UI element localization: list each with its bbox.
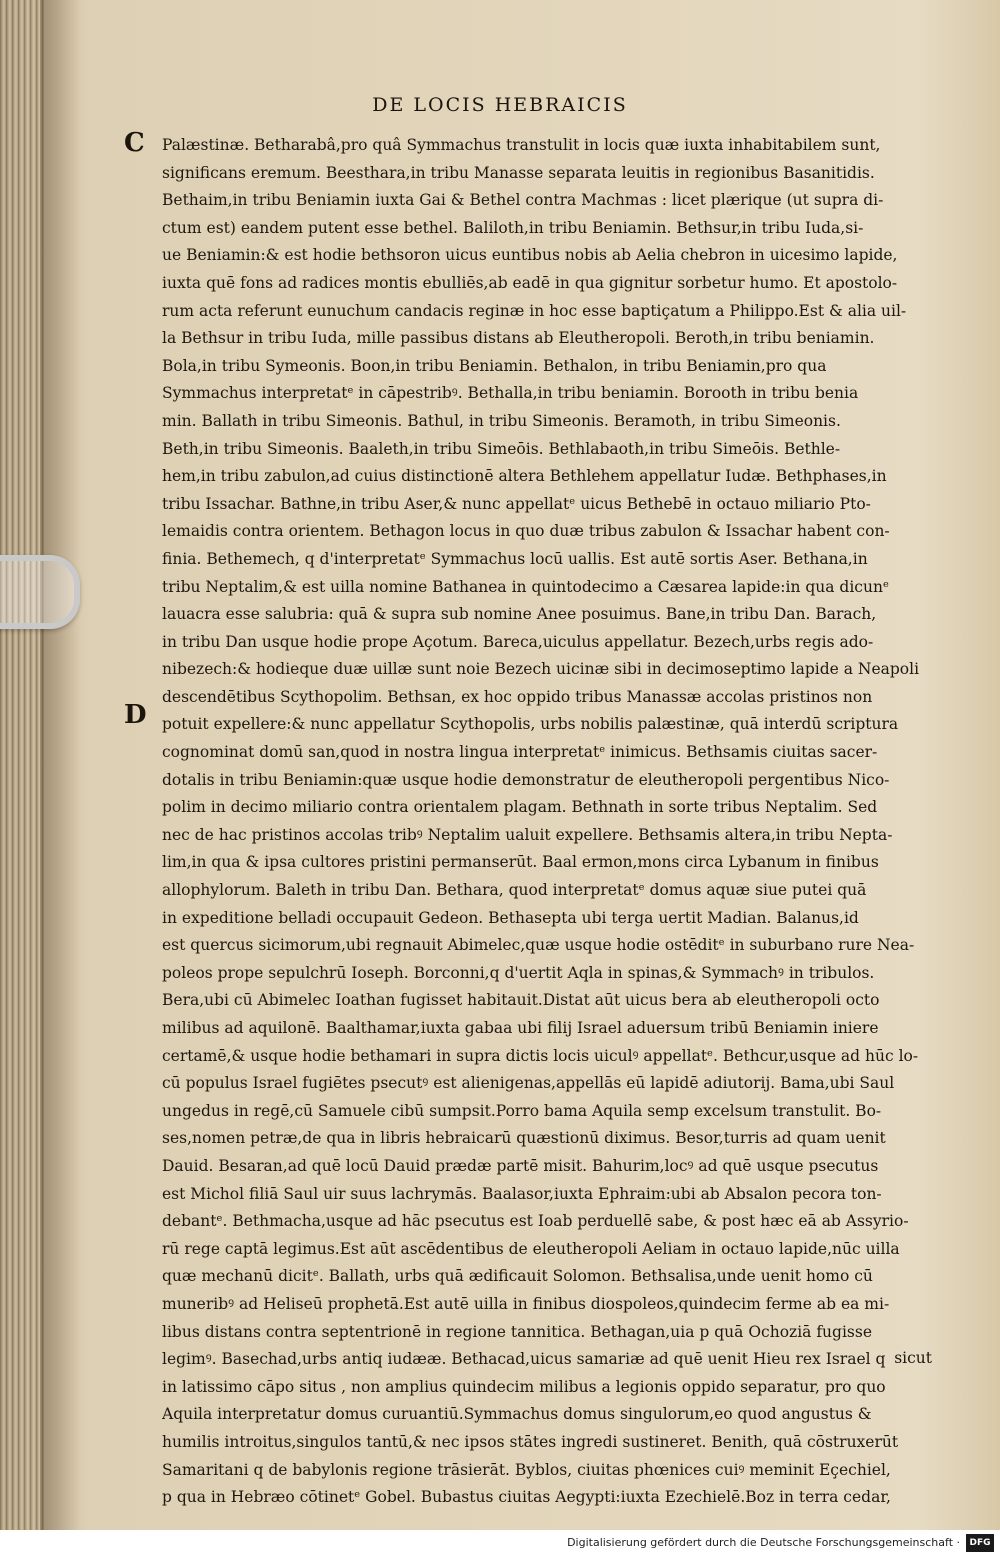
catchword: sicut [894,1349,932,1367]
text-line: Bola,in tribu Symeonis. Boon,in tribu Beniamin. Bethalon, in tribu Beniamin,pro qua [162,356,827,375]
text-line: Bethaim,in tribu Beniamin iuxta Gai & Bethel contra Machmas : licet plærique (ut supra di- [162,191,884,210]
text-line: in expeditione belladi occupauit Gedeon. Bethasepta ubi terga uertit Madian. Balanus,id [162,908,859,927]
funding-note: Digitalisierung gefördert durch die Deutsche Forschungsgemeinschaft · [567,1536,960,1549]
text-line: nec de hac pristinos accolas tribꝰ Neptalim ualuit expellere. Bethsamis altera,in tribu Nepta- [162,825,893,844]
text-line: Bera,ubi cū Abimelec Ioathan fugisset habitauit.Distat aūt uicus bera ab eleutheropoli octo [162,991,880,1010]
text-line: tribu Issachar. Bathne,in tribu Aser,& nunc appellatᵉ uicus Bethebē in octauo miliario Pto- [162,494,871,513]
text-line: dotalis in tribu Beniamin:quæ usque hodie demonstratur de eleutheropoli pergentibus Nico- [162,770,890,789]
text-line: est Michol filiā Saul uir suus lachrymās. Baalasor,iuxta Ephraim:ubi ab Absalon pecora ton- [162,1184,882,1203]
body-text [162,132,937,1512]
text-line: in tribu Dan usque hodie prope Açotum. Bareca,uiculus appellatur. Bezech,urbs regis ado- [162,632,874,651]
text-line: min. Ballath in tribu Simeonis. Bathul, in tribu Simeonis. Beramoth, in tribu Simeonis. [162,411,841,430]
text-line: ses,nomen petræ,de qua in libris hebraicarū quæstionū diximus. Besor,turris ad quam uenit [162,1129,886,1148]
text-line: in latissimo cāpo situs , non amplius quindecim milibus a legionis oppido separatur, pro quo [162,1377,886,1396]
text-line: p qua in Hebræo cōtinetᵉ Gobel. Bubastus ciuitas Aegypti:iuxta Ezechielē.Boz in terra cedar, [162,1488,891,1507]
text-line: Aquila interpretatur domus curuantiū.Symmachus domus singulorum,eo quod angustus & [162,1405,872,1424]
page-edges [0,0,44,1530]
text-line: muneribꝰ ad Heliseū prophetā.Est autē uilla in finibus diospoleos,quindecim ferme ab ea mi- [162,1294,890,1313]
text-line: Dauid. Besaran,ad quē locū Dauid prædæ partē misit. Bahurim,locꝰ ad quē usque psecutus [162,1156,879,1175]
text-line: la Bethsur in tribu Iuda, mille passibus distans ab Eleutheropoli. Beroth,in tribu beniamin. [162,329,875,348]
text-line: Symmachus interpretatᵉ in cāpestribꝰ. Bethalla,in tribu beniamin. Borooth in tribu benia [162,384,859,403]
text-line: humilis introitus,singulos tantū,& nec ipsos stātes ingredi sustineret. Benith, quā cōstruxerūt [162,1432,899,1451]
text-line: iuxta quē fons ad radices montis ebulliēs,ab eadē in qua gignitur sorbetur humo. Et apostolo- [162,273,898,292]
text-line: lemaidis contra orientem. Bethagon locus in quo duæ tribus zabulon & Issachar habent con- [162,522,890,541]
margin-mark-d: D [124,700,147,730]
text-line: ungedus in regē,cū Samuele cibū sumpsit.Porro bama Aquila semp excelsum transtulit. Bo- [162,1101,882,1120]
text-line: finia. Bethemech, q d'interpretatᵉ Symmachus locū uallis. Est autē sortis Aser. Bethana,in [162,549,868,568]
footer [0,1530,1000,1556]
text-line: Palæstinæ. Betharabâ,pro quâ Symmachus transtulit in locis quæ iuxta inhabitabilem sunt, [162,136,881,154]
text-line: potuit expellere:& nunc appellatur Scythopolis, urbs nobilis palæstinæ, quā interdū scriptura [162,715,899,734]
text-line: quæ mechanū dicitᵉ. Ballath, urbs quā ædificauit Solomon. Bethsalisa,unde uenit homo cū [162,1267,873,1286]
text-line: allophylorum. Baleth in tribu Dan. Bethara, quod interpretatᵉ domus aquæ siue putei quā [162,881,867,900]
text-line: cognominat domū san,quod in nostra lingua interpretatᵉ inimicus. Bethsamis ciuitas sacer- [162,743,878,762]
text-line: Samaritani q de babylonis regione trāsierāt. Byblos, ciuitas phœnices cuiꝰ meminit Eçechiel, [162,1460,891,1479]
text-line: hem,in tribu zabulon,ad cuius distinctionē altera Bethlehem appellatur Iudæ. Bethphases,in [162,467,887,486]
dfg-logo: DFG [966,1534,994,1552]
text-line: Beth,in tribu Simeonis. Baaleth,in tribu Simeōis. Bethlabaoth,in tribu Simeōis. Bethle- [162,439,841,458]
text-line: ctum est) eandem putent esse bethel. Baliloth,in tribu Beniamin. Bethsur,in tribu Iuda,si- [162,218,864,237]
text-line: tribu Neptalim,& est uilla nomine Bathanea in quintodecimo a Cæsarea lapide:in qua dicunᵉ [162,577,889,596]
text-line: cū populus Israel fugiētes psecutꝰ est alienigenas,appellās eū lapidē adiutorij. Bama,ubi Saul [162,1074,895,1093]
running-head: DE LOCIS HEBRAICIS [372,94,628,116]
spine-shadow [40,0,80,1530]
text-line: descendētibus Scythopolim. Bethsan, ex hoc oppido tribus Manassæ accolas pristinos non [162,687,873,706]
text-line: rū rege captā legimus.Est aūt ascēdentibus de eleutheropoli Aeliam in octauo lapide,nūc uilla [162,1239,900,1258]
text-line: lauacra esse salubria: quā & supra sub nomine Anee posuimus. Bane,in tribu Dan. Barach, [162,605,877,624]
text-line: polim in decimo miliario contra orientalem plagam. Bethnath in sorte tribus Neptalim. Sed [162,798,878,817]
text-line: debantᵉ. Bethmacha,usque ad hāc psecutus est Ioab perduellē sabe, & post hæc eā ab Assyrio- [162,1212,909,1231]
text-line: milibus ad aquilonē. Baalthamar,iuxta gabaa ubi filij Israel aduersum tribū Beniamin iniere [162,1019,879,1037]
text-line: legimꝰ. Basechad,urbs antiq iudææ. Bethacad,uicus samariæ ad quē uenit Hieu rex Israel q [162,1350,886,1369]
text-line: rum acta referunt eunuchum candacis reginæ in hoc esse baptiçatum a Philippo.Est & alia uil- [162,301,907,320]
text-line: significans eremum. Beesthara,in tribu Manasse separata leuitis in regionibus Basanitidis. [162,163,875,182]
text-line: nibezech:& hodieque duæ uillæ sunt noie Bezech uicinæ sibi in decimoseptimo lapide a Neapoli [162,660,920,679]
margin-mark-c: C [124,128,145,158]
text-line: lim,in qua & ipsa cultores pristini permanserūt. Baal ermon,mons circa Lybanum in finibus [162,853,879,872]
text-line: est quercus sicimorum,ubi regnauit Abimelec,quæ usque hodie ostēditᵉ in suburbano rure Nea- [162,936,915,955]
paper-clip [0,555,80,629]
text-line: libus distans contra septentrionē in regione tannitica. Bethagan,uia p quā Ochoziā fugisse [162,1322,873,1341]
text-line: ue Beniamin:& est hodie bethsoron uicus euntibus nobis ab Aelia chebron in uicesimo lapide, [162,246,898,265]
text-line: poleos prope sepulchrū Ioseph. Borconni,q d'uertit Aqla in spinas,& Symmachꝰ in tribulos. [162,963,875,982]
text-line: certamē,& usque hodie bethamari in supra dictis locis uiculꝰ appellatᵉ. Bethcur,usque ad hūc lo- [162,1046,919,1065]
